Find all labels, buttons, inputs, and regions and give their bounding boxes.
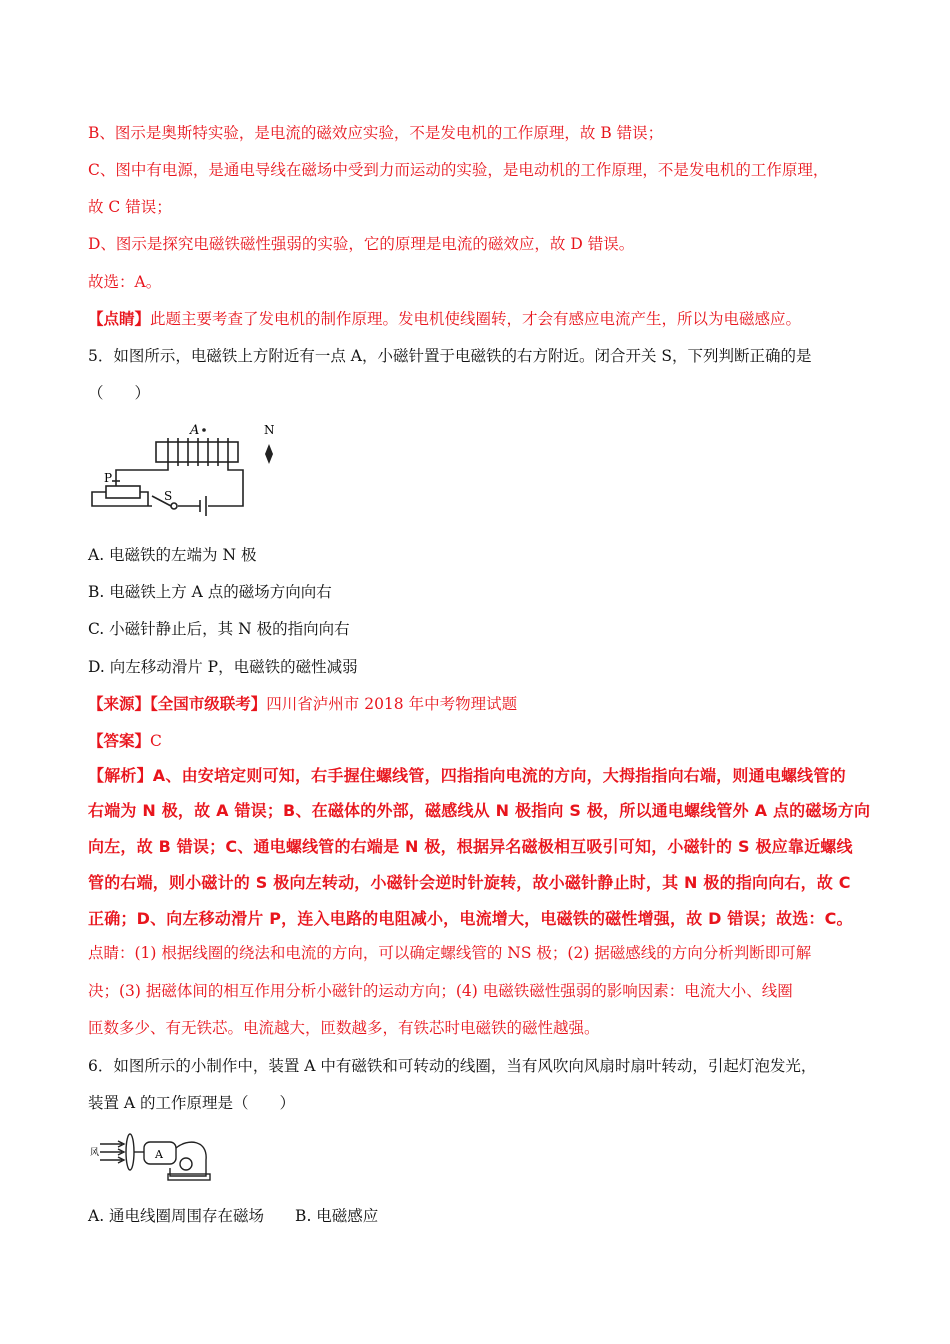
answer-choice: 故选：A。 xyxy=(88,273,162,291)
switch-s-label: S xyxy=(164,489,173,503)
q5-tips-line2: 决；(3) 据磁体间的相互作用分析小磁针的运动方向；(4) 电磁铁磁性强弱的影响因素：电流大小、线圈 xyxy=(88,982,793,1000)
fan-blades xyxy=(126,1134,134,1170)
slider-p-label: P xyxy=(104,471,113,485)
comment xyxy=(88,309,801,329)
wind-label: 风 xyxy=(90,1148,100,1158)
answer-option-b: B、图示是奥斯特实验，是电流的磁效应实验，不是发电机的工作原理，故 B 错误； xyxy=(88,124,664,142)
q5-analysis-line4: 管的右端，则小磁计的 S 极向左转动，小磁针会逆时针旋转，故小磁针静止时，其 N 极的指向向右，故 C xyxy=(88,873,851,892)
answer-option-d: D、图示是探究电磁铁磁性强弱的实验，它的原理是电流的磁效应，故 D 错误。 xyxy=(88,235,635,253)
q5-option-b: B. 电磁铁上方 A 点的磁场方向向右 xyxy=(88,583,332,601)
electromagnet-circuit-figure xyxy=(88,420,298,525)
battery xyxy=(200,496,206,516)
q5-tips-line3: 匝数多少、有无铁芯。电流越大，匝数越多，有铁芯时电磁铁的磁性越强。 xyxy=(88,1019,600,1037)
point-a-label: A xyxy=(190,423,200,438)
source-text: 四川省泸州市 2018 年中考物理试题 xyxy=(266,695,518,713)
q6-options-line: A. 通电线圈周围存在磁场 B. 电磁感应 xyxy=(88,1207,379,1225)
q6-stem-line2: 装置 A 的工作原理是（ ） xyxy=(88,1094,296,1112)
q5-answer xyxy=(88,731,162,751)
wire-left xyxy=(116,466,168,482)
q6-stem-line1: 6．如图所示的小制作中，装置 A 中有磁铁和可转动的线圈，当有风吹向风扇时扇叶转动，引起灯泡发光， xyxy=(88,1057,817,1075)
q5-stem-line2: （ ） xyxy=(88,384,151,402)
base xyxy=(168,1174,210,1180)
q5-option-a: A. 电磁铁的左端为 N 极 xyxy=(88,546,257,564)
q5-option-d: D. 向左移动滑片 P，电磁铁的磁性减弱 xyxy=(88,658,358,676)
answer-tag: 【答案】 xyxy=(88,731,151,750)
answer-option-c-line2: 故 C 错误； xyxy=(88,198,172,216)
answer-value: C xyxy=(150,732,162,750)
source-tag: 【来源】 xyxy=(88,694,151,713)
switch-contact xyxy=(171,503,177,509)
q5-analysis-line1: 【解析】A、由安培定则可知，右手握住螺线管，四指指向电流的方向，大拇指指向右端，则通电螺线管的 xyxy=(88,766,846,785)
q5-analysis-line5: 正确；D、向左移动滑片 P，连入电路的电阻减小，电流增大，电磁铁的磁性增强，故 D 错误；故选：C。 xyxy=(88,909,853,928)
q5-source xyxy=(88,694,517,714)
point-a-dot xyxy=(202,428,206,432)
compass-needle-icon xyxy=(265,444,273,464)
wire-right xyxy=(208,466,243,506)
q5-analysis-line3: 向左，故 B 错误；C、通电螺线管的右端是 N 极，根据异名磁极相互吸引可知，小磁针的 S 极应靠近螺线 xyxy=(88,837,853,856)
needle-n-label: N xyxy=(264,423,275,437)
q5-stem-line1: 5．如图所示，电磁铁上方附近有一点 A，小磁针置于电磁铁的右方附近。闭合开关 S，下列判断正确的是 xyxy=(88,347,812,365)
q5-tips-line1: 点睛：(1) 根据线圈的绕法和电流的方向，可以确定螺线管的 NS 极；(2) 据磁感线的方向分析判断即可解 xyxy=(88,944,812,962)
device-a-label: A xyxy=(155,1148,163,1161)
answer-option-c-line1: C、图中有电源，是通电导线在磁场中受到力而运动的实验，是电动机的工作原理，不是发电机的工作原理， xyxy=(88,161,829,179)
comment-text: 此题主要考查了发电机的制作原理。发电机使线圈转，才会有感应电流产生，所以为电磁感应。 xyxy=(150,310,802,328)
wind-generator-figure xyxy=(88,1130,218,1190)
q5-analysis-line2: 右端为 N 极，故 A 错误；B、在磁体的外部，磁感线从 N 极指向 S 极，所以通电螺线管外 A 点的磁场方向 xyxy=(88,801,871,820)
rheostat xyxy=(106,486,140,498)
comment-tag: 【点睛】 xyxy=(88,309,151,328)
bulb-icon xyxy=(180,1158,192,1170)
source-exam-tag: 【全国市级联考】 xyxy=(150,694,267,713)
q5-option-c: C. 小磁针静止后，其 N 极的指向向右 xyxy=(88,620,350,638)
